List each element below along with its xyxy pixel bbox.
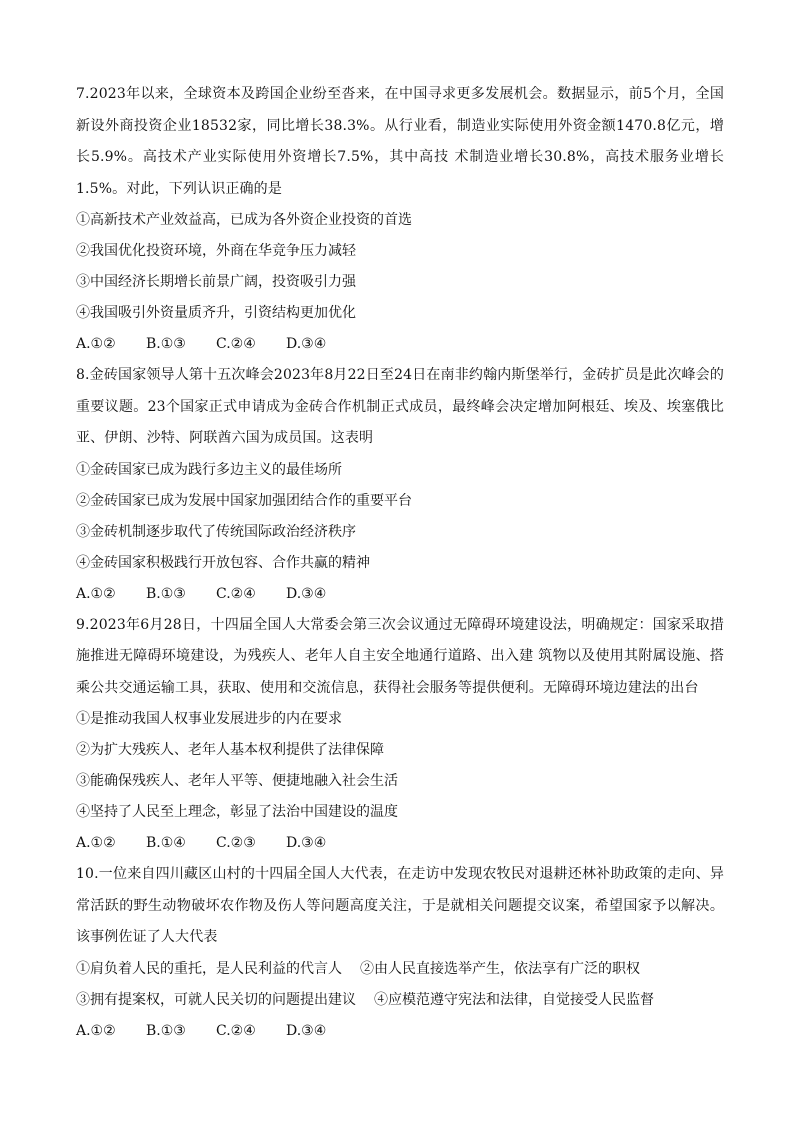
option-statement: ②我国优化投资环境，外商在华竞争压力减轻 <box>76 243 356 259</box>
question-stem: 9.2023年6月28日，十四届全国人大常委会第三次会议通过无障碍环境建设法，明确规定：国家采取措施推进无障碍环境建设，为残疾人、老年人自主安全地通行道路、出入建 筑物以及使用其附属设施、搭乘公共交通运输工具，获取、使用和交流信息，获得社会服务等提供便利。无障碍环境边建法的出台 <box>76 616 724 696</box>
option-statement: ③中国经济长期增长前景广阔，投资吸引力强 <box>76 274 356 290</box>
answer-choices <box>76 828 724 859</box>
question-8 <box>76 360 724 610</box>
answer-choices <box>76 579 724 610</box>
option-statement: ③能确保残疾人、老年人平等、便捷地融入社会生活 <box>76 773 398 789</box>
option-statement: ④金砖国家积极践行开放包容、合作共赢的精神 <box>76 554 370 571</box>
option-statement: ①是推动我国人权事业发展进步的内在要求 <box>76 711 342 727</box>
question-stem: 7.2023年以来，全球资本及跨国企业纷至沓来，在中国寻求更多发展机会。数据显示，前5个月，全国新设外商投资企业18532家，同比增长38.3%。从行业看，制造业实际使用外资金额1470.8亿元，增长5.9%。高技术产业实际使用外资增长7.5%，其中高技 术制造业增长30.8%，高技术服务业增长1.5%。对此，下列认识正确的是 <box>76 86 724 197</box>
choice-c: C.②④ <box>216 336 256 352</box>
answer-choices <box>76 1016 724 1047</box>
question-stem: 10.一位来自四川藏区山村的十四届全国人大代表，在走访中发现农牧民对退耕还林补助政策的走向、异常活跃的野生动物破坏农作物及伤人等问题高度关注，于是就相关问题提交议案，希望国家予以解决。该事例佐证了人大代表 <box>76 866 724 945</box>
option-statement: ②金砖国家已成为发展中国家加强团结合作的重要平台 <box>76 492 412 509</box>
choice-d: D.③④ <box>286 835 327 851</box>
answer-choices <box>76 329 724 360</box>
choice-b: B.①③ <box>146 585 186 602</box>
question-10 <box>76 859 724 1047</box>
option-statement: ①金砖国家已成为践行多边主义的最佳场所 <box>76 461 342 478</box>
choice-c: C.②④ <box>216 585 256 602</box>
choice-c: C.②④ <box>216 1022 256 1039</box>
option-row <box>76 954 724 985</box>
choice-a: A.①② <box>76 336 116 352</box>
option-statement: ①肩负着人民的重托，是人民利益的代言人 <box>76 960 342 977</box>
choice-d: D.③④ <box>286 585 327 602</box>
option-row <box>76 985 724 1016</box>
choice-b: B.①③ <box>146 336 186 352</box>
option-statement: ②为扩大残疾人、老年人基本权利提供了法律保障 <box>76 742 384 758</box>
option-statement: ④我国吸引外资量质齐升，引资结构更加优化 <box>76 305 356 321</box>
question-stem: 8.金砖国家领导人第十五次峰会2023年8月22日至24日在南非约翰内斯堡举行，金砖扩员是此次峰会的重要议题。23个国家正式申请成为金砖合作机制正式成员，最终峰会决定增加阿根廷、埃及、埃塞俄比亚、伊朗、沙特、阿联酋六国为成员国。这表明 <box>76 367 724 446</box>
option-statement: ③金砖机制逐步取代了传统国际政治经济秩序 <box>76 523 356 540</box>
option-statement: ①高新技术产业效益高，已成为各外资企业投资的首选 <box>76 212 412 228</box>
choice-a: A.①② <box>76 835 116 851</box>
choice-d: D.③④ <box>286 336 327 352</box>
option-statement: ④坚持了人民至上理念，彰显了法治中国建设的温度 <box>76 804 398 820</box>
option-statement: ④应模范遵守宪法和法律，自觉接受人民监督 <box>374 991 654 1008</box>
choice-c: C.②③ <box>216 835 256 851</box>
choice-b: B.①③ <box>146 1022 186 1039</box>
option-statement: ③拥有提案权，可就人民关切的问题提出建议 <box>76 991 356 1008</box>
exam-page <box>76 79 724 1047</box>
choice-d: D.③④ <box>286 1022 327 1039</box>
question-9 <box>76 610 724 860</box>
choice-b: B.①④ <box>146 835 186 851</box>
question-7 <box>76 79 724 360</box>
choice-a: A.①② <box>76 1022 116 1039</box>
option-statement: ②由人民直接选举产生，依法享有广泛的职权 <box>360 960 640 977</box>
choice-a: A.①② <box>76 585 116 602</box>
